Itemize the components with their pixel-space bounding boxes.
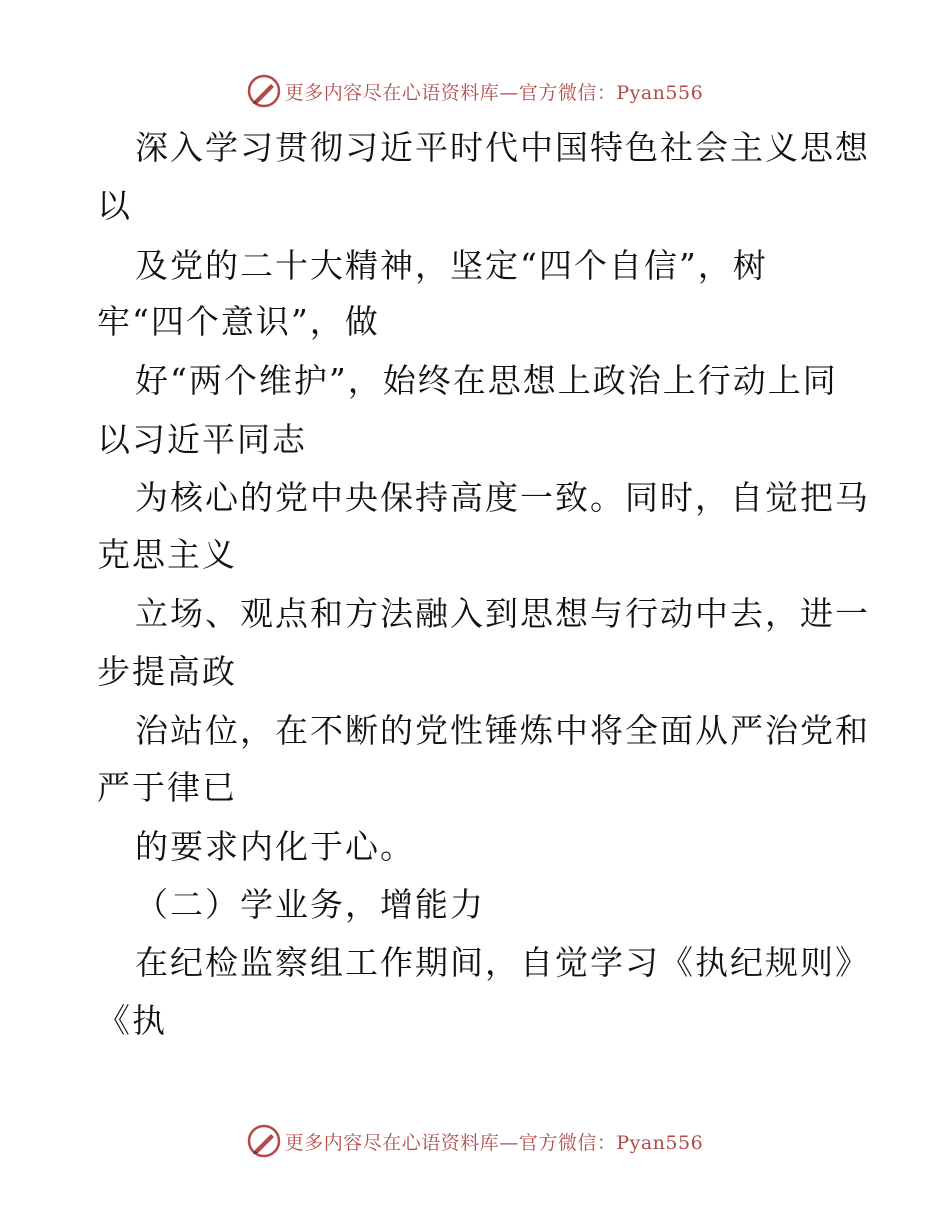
text-line: 深入学习贯彻习近平时代中国特色社会主义思想 (135, 128, 870, 167)
header-text: 更多内容尽在心语资料库 (284, 81, 500, 104)
text-line: 以习近平同志 (97, 420, 307, 459)
text-line: 为核心的党中央保持高度一致。同时，自觉把马 (135, 478, 870, 517)
text-line: 《执 (97, 1001, 167, 1040)
text-line: 步提高政 (97, 652, 237, 691)
header-wechat-label: 官方微信： (518, 81, 617, 104)
section-heading: （二）学业务，增能力 (135, 885, 485, 924)
footer-watermark (0, 1121, 950, 1161)
text-line: 以 (97, 186, 132, 225)
header-wechat-id: Pyan556 (616, 81, 704, 104)
footer-separator: — (499, 1131, 519, 1154)
text-line: 克思主义 (97, 535, 237, 574)
header-separator: — (499, 81, 519, 104)
footer-text: 更多内容尽在心语资料库 (284, 1131, 500, 1154)
text-line: 治站位，在不断的党性锤炼中将全面从严治党和 (135, 711, 870, 750)
text-line: 的要求内化于心。 (135, 827, 415, 866)
footer-wechat-label: 官方微信： (518, 1131, 617, 1154)
text-line: 在纪检监察组工作期间，自觉学习《执纪规则》 (135, 943, 870, 982)
text-line: 立场、观点和方法融入到思想与行动中去，进一 (135, 594, 870, 633)
text-line: 牢“四个意识”，做 (97, 302, 380, 341)
pen-logo-icon (247, 1124, 281, 1158)
text-line: 严于律已 (97, 768, 237, 807)
text-line: 好“两个维护”，始终在思想上政治上行动上同 (135, 361, 838, 400)
text-line: 及党的二十大精神，坚定“四个自信”，树 (135, 246, 768, 285)
footer-wechat-id: Pyan556 (616, 1131, 704, 1154)
